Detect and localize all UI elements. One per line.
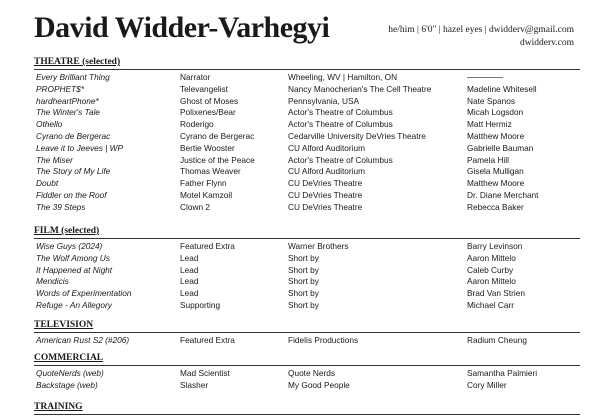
theatre-credit-row xyxy=(34,96,580,108)
credit-venue: Cedarville University DeVries Theatre xyxy=(288,130,426,141)
credit-role: Mad Scientist xyxy=(180,368,230,378)
film-credit-row xyxy=(34,288,580,300)
credit-venue: Short by xyxy=(288,276,319,287)
credit-venue: My Good People xyxy=(288,379,350,390)
credit-title: Every Brilliant Thing xyxy=(36,72,110,82)
credit-venue: Actor's Theatre of Columbus xyxy=(288,154,393,165)
credit-venue: Short by xyxy=(288,252,319,263)
credit-venue: Nancy Manocherian's The Cell Theatre xyxy=(288,83,432,94)
credit-title: Cyrano de Bergerac xyxy=(36,130,111,141)
credit-title: Wise Guys (2024) xyxy=(36,241,103,251)
credit-venue: CU DeVries Theatre xyxy=(288,201,363,212)
credit-venue: Warner Brothers xyxy=(288,241,349,251)
credit-title: Mendicis xyxy=(36,276,69,287)
contact-info xyxy=(388,24,574,50)
credit-role: Featured Extra xyxy=(180,241,235,251)
credit-director: Samantha Palmieri xyxy=(467,368,538,378)
credit-role: Televangelist xyxy=(180,83,228,94)
credit-title: Words of Experimentation xyxy=(36,288,132,299)
theatre-credit-row xyxy=(34,131,580,143)
credit-director: Micah Logsdon xyxy=(467,107,524,118)
credit-role: Lead xyxy=(180,264,199,275)
section-divider xyxy=(34,238,580,239)
credit-role: Featured Extra xyxy=(180,335,235,345)
credit-venue: CU DeVries Theatre xyxy=(288,189,363,200)
theatre-credit-row xyxy=(34,190,580,202)
credit-director: Barry Levinson xyxy=(467,241,523,251)
credit-director: Radium Cheung xyxy=(467,335,527,345)
credit-title: The Winter's Tale xyxy=(36,107,100,118)
theatre-credit-row xyxy=(34,178,580,190)
theatre-credit-row xyxy=(34,166,580,178)
theatre-credit-row xyxy=(34,107,580,119)
television-section xyxy=(34,319,580,347)
theatre-credit-row xyxy=(34,119,580,131)
credit-title: QuoteNerds (web) xyxy=(36,368,104,378)
credit-director: Gabrielle Bauman xyxy=(467,142,534,153)
credit-director: Matthew Moore xyxy=(467,178,525,189)
credit-role: Bertie Wooster xyxy=(180,142,235,153)
credit-title: The Miser xyxy=(36,154,73,165)
television-heading: TELEVISION xyxy=(34,320,94,330)
credit-director: Brad Van Strien xyxy=(467,288,525,299)
credit-director: Caleb Curby xyxy=(467,264,514,275)
credit-venue: Wheeling, WV | Hamilton, ON xyxy=(288,72,398,82)
credit-role: Narrator xyxy=(180,72,211,82)
film-credit-row xyxy=(34,253,580,265)
theatre-credit-row xyxy=(34,72,580,84)
credit-role: Thomas Weaver xyxy=(180,166,241,177)
credit-venue: Quote Nerds xyxy=(288,368,336,378)
credit-venue: Short by xyxy=(288,264,319,275)
section-divider xyxy=(34,69,580,70)
commercial-credit-row xyxy=(34,368,580,380)
section-divider xyxy=(34,414,580,415)
credit-venue: Actor's Theatre of Columbus xyxy=(288,119,393,130)
credit-title: Backstage (web) xyxy=(36,379,98,390)
director-blank-line xyxy=(467,77,503,78)
theatre-credit-row xyxy=(34,202,580,214)
credit-title: Othello xyxy=(36,119,63,130)
credit-title: Refuge - An Allegory xyxy=(36,299,112,310)
section-divider xyxy=(34,332,580,333)
credit-role: Lead xyxy=(180,252,199,263)
credit-role: Clown 2 xyxy=(180,201,210,212)
credit-title: The Wolf Among Us xyxy=(36,252,110,263)
credit-director: Aaron Mittelo xyxy=(467,252,516,263)
personal-details: he/him | 6'0" | hazel eyes | dwidderv@gmail.com xyxy=(388,25,574,35)
theatre-credit-row xyxy=(34,155,580,167)
credit-venue: CU Alford Auditorium xyxy=(288,142,366,153)
theatre-credit-row xyxy=(34,84,580,96)
credit-venue: Fidelis Productions xyxy=(288,335,359,345)
credit-director: Cory Miller xyxy=(467,379,507,390)
television-list xyxy=(34,335,580,347)
film-credit-row xyxy=(34,265,580,277)
credit-title: hardheartPhone* xyxy=(36,95,99,106)
credit-director: Aaron Mittelo xyxy=(467,276,516,287)
commercial-credit-row xyxy=(34,380,580,392)
credit-title: American Rust S2 (#206) xyxy=(36,335,130,345)
film-credit-row xyxy=(34,276,580,288)
theatre-credit-row xyxy=(34,143,580,155)
credit-role: Motel Kamzoil xyxy=(180,189,233,200)
credit-director: Matthew Moore xyxy=(467,130,525,141)
credit-role: Slasher xyxy=(180,379,209,390)
film-credit-row xyxy=(34,300,580,312)
commercial-section xyxy=(34,352,580,392)
section-divider xyxy=(34,365,580,366)
credit-title: PROPHET$* xyxy=(36,83,84,94)
credit-role: Roderigo xyxy=(180,119,214,130)
credit-venue: CU DeVries Theatre xyxy=(288,178,363,189)
theatre-section xyxy=(34,56,580,214)
theatre-list xyxy=(34,72,580,214)
training-section xyxy=(34,401,580,417)
credit-title: The Story of My Life xyxy=(36,166,111,177)
film-section xyxy=(34,225,580,312)
credit-role: Justice of the Peace xyxy=(180,154,255,165)
actor-name: David Widder-Varhegyi xyxy=(34,11,330,44)
credit-title: Leave it to Jeeves | WP xyxy=(36,142,124,153)
credit-director: Michael Carr xyxy=(467,299,515,310)
credit-role: Father Flynn xyxy=(180,178,227,189)
credit-role: Ghost of Moses xyxy=(180,95,239,106)
credit-director: Madeline Whitesell xyxy=(467,83,537,94)
commercial-list xyxy=(34,368,580,392)
website-link[interactable]: dwidderv.com xyxy=(520,38,574,48)
training-heading: TRAINING xyxy=(34,402,83,412)
credit-venue: Actor's Theatre of Columbus xyxy=(288,107,393,118)
credit-role: Lead xyxy=(180,276,199,287)
credit-title: Fiddler on the Roof xyxy=(36,189,107,200)
credit-director: Nate Spanos xyxy=(467,95,515,106)
film-list xyxy=(34,241,580,312)
credit-venue: Short by xyxy=(288,299,319,310)
credit-director: Gisela Mulligan xyxy=(467,166,524,177)
credit-director: Matt Hermiz xyxy=(467,119,512,130)
credit-title: Doubt xyxy=(36,178,59,189)
credit-role: Supporting xyxy=(180,299,221,310)
credit-title: The 39 Steps xyxy=(36,201,86,212)
credit-director: Rebecca Baker xyxy=(467,201,524,212)
credit-venue: CU Alford Auditorium xyxy=(288,166,366,177)
credit-role: Polixenes/Bear xyxy=(180,107,236,118)
credit-director: Pamela Hill xyxy=(467,154,509,165)
credit-venue: Pennsylvania, USA xyxy=(288,95,360,106)
commercial-heading: COMMERCIAL xyxy=(34,353,104,363)
theatre-heading: THEATRE (selected) xyxy=(34,57,121,67)
television-credit-row xyxy=(34,335,580,347)
credit-director: Dr. Diane Merchant xyxy=(467,189,539,200)
credit-role: Cyrano de Bergerac xyxy=(180,130,255,141)
credit-role: Lead xyxy=(180,288,199,299)
credit-venue: Short by xyxy=(288,288,319,299)
credit-title: It Happened at Night xyxy=(36,264,113,275)
film-heading: FILM (selected) xyxy=(34,226,100,236)
film-credit-row xyxy=(34,241,580,253)
